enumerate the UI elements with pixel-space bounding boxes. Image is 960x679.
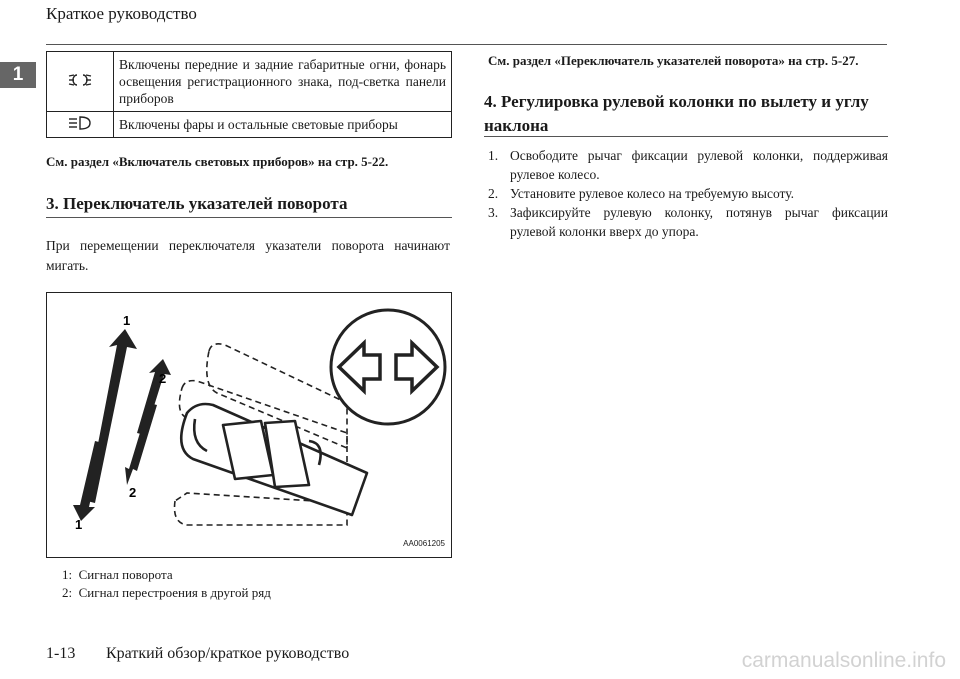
- step-text: Установите рулевое колесо на требуемую высоту.: [510, 186, 795, 201]
- list-item: 1. Освободите рычаг фиксации рулевой колонки, поддерживая рулевое колесо.: [488, 148, 888, 182]
- turn-signal-illustration: [47, 293, 451, 557]
- light-indicator-table: [46, 51, 452, 138]
- see-reference-turn-signal: См. раздел «Переключатель указателей поворота» на стр. 5-27.: [488, 53, 859, 68]
- list-item: 2. Установите рулевое колесо на требуемую высоту.: [488, 186, 795, 201]
- section-rule: [46, 217, 452, 218]
- headlights-icon: [47, 112, 114, 138]
- watermark: carmanualsonline.info: [741, 649, 946, 672]
- figure-legend: [62, 566, 442, 602]
- section-rule: [484, 136, 888, 137]
- footer-section: Краткий обзор/краткое руководство: [106, 645, 350, 662]
- figure-code: AA0061205: [403, 539, 445, 548]
- turn-signal-paragraph: При перемещении переключателя указатели поворота начинают мигать.: [46, 238, 450, 273]
- legend-num: 2:: [62, 585, 73, 600]
- label-down-turn-signal: 1: [75, 517, 83, 532]
- label-up-lane-change: 2: [159, 371, 167, 386]
- see-reference-lights: См. раздел «Включатель световых приборов» на стр. 5-22.: [46, 154, 389, 169]
- step-text: Зафиксируйте рулевую колонку, потянув рычаг фиксации рулевой колонки вверх до упора.: [510, 205, 888, 239]
- page-number: 1-13: [46, 645, 76, 662]
- section-title-steering-column: 4. Регулировка рулевой колонки по вылету и углу наклона: [484, 92, 869, 135]
- parking-lights-icon: [47, 52, 114, 112]
- page-footer: [46, 645, 349, 663]
- steering-steps-list: [488, 146, 888, 241]
- legend-num: 1:: [62, 567, 73, 582]
- chapter-tab: 1: [0, 62, 36, 88]
- step-text: Освободите рычаг фиксации рулевой колонки, поддерживая рулевое колесо.: [510, 148, 888, 182]
- table-row: [47, 52, 452, 112]
- legend-item: [62, 584, 442, 602]
- label-down-lane-change: 2: [129, 485, 137, 500]
- parking-lights-description: Включены передние и задние габаритные огни, фонарь освещения регистрационного знака, под-светка панели приборов: [114, 52, 452, 112]
- list-item: 3. Зафиксируйте рулевую колонку, потянув рычаг фиксации рулевой колонки вверх до упора.: [488, 205, 888, 239]
- turn-signal-figure: [46, 292, 452, 558]
- page-header-title: Краткое руководство: [46, 4, 197, 23]
- legend-text: Сигнал поворота: [78, 567, 173, 582]
- section-title-turn-signal: 3. Переключатель указателей поворота: [46, 194, 348, 213]
- header-rule: [46, 44, 887, 45]
- label-up-turn-signal: 1: [123, 313, 131, 328]
- legend-item: [62, 566, 442, 584]
- headlights-description: Включены фары и остальные световые приборы: [114, 112, 452, 138]
- table-row: [47, 112, 452, 138]
- legend-text: Сигнал перестроения в другой ряд: [78, 585, 271, 600]
